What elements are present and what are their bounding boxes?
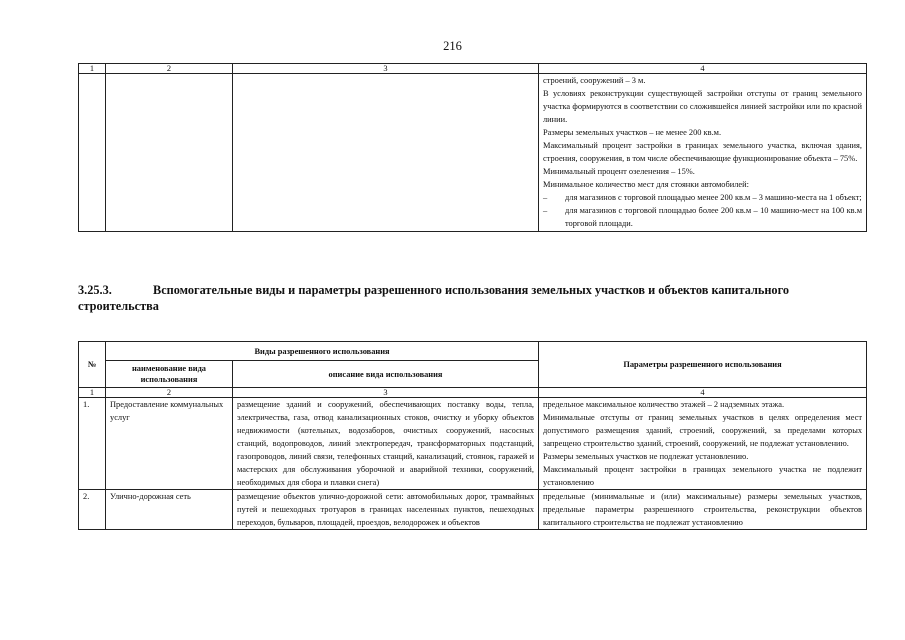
param-paragraph: Минимальные отступы от границ земельных участков в целях определения мест допустимого размещения зданий, строений, сооружений, за пределами которых запрещено строительство зданий, строений, сооружений, не подлежат установлению. (543, 413, 863, 448)
section-title: Вспомогательные виды и параметры разрешенного использования земельных участков и объектов капитального строительства (78, 283, 790, 313)
header-use-name: наименование вида использования (106, 361, 233, 388)
bullet-dash: – (543, 206, 548, 215)
param-paragraph: Минимальный процент озеленения – 15%. (543, 167, 695, 176)
table-row (79, 398, 867, 490)
param-paragraph: Минимальное количество мест для стоянки автомобилей: (543, 180, 749, 189)
use-parameters (539, 490, 867, 530)
param-paragraph: Максимальный процент застройки в границах земельного участка, включая здания, строения, сооружения, в том числе обеспечивающие функционирование объекта – 75%. (543, 141, 862, 163)
col-number: 3 (233, 64, 539, 74)
section-heading (78, 282, 866, 314)
param-paragraph: строений, сооружений – 3 м. (543, 76, 646, 85)
bullet-dash: – (543, 193, 548, 202)
row-number: 1. (79, 398, 106, 490)
header-use-description: описание вида использования (233, 361, 539, 388)
col-number: 4 (539, 388, 867, 398)
param-paragraph: Максимальный процент застройки в границах земельного участка не подлежит установлению (543, 465, 863, 487)
continuation-table (78, 63, 867, 232)
header-number: № (79, 342, 106, 388)
use-parameters (539, 398, 867, 490)
column-number-row (79, 388, 867, 398)
col-number: 2 (106, 388, 233, 398)
use-description: размещение зданий и сооружений, обеспечивающих поставку воды, тепла, электричества, газа, отвод канализационных стоков, очистку и уборку объектов недвижимости (котельных, водозаборов, очистных сооружений, насосных станций, водопроводов, линий электропередач, трансформаторных подстанций, газопроводов, линий связи, телефонных станций, канализаций, стоянок, гаражей и мастерских для обслуживания уборочной и аварийной техники, сооружений, необходимых для сбора и плавки снега) (233, 398, 539, 490)
empty-cell (79, 74, 106, 232)
param-paragraph: предельное максимальное количество этажей – 2 надземных этажа. (543, 400, 785, 409)
col-number: 3 (233, 388, 539, 398)
bullet-text: для магазинов с торговой площадью более 200 кв.м – 10 машино-мест на 100 кв.м торговой площади. (565, 206, 862, 228)
bullet-text: для магазинов с торговой площадью менее 200 кв.м – 3 машино-места на 1 объект; (565, 193, 862, 202)
bullet-item (543, 204, 862, 230)
continuation-row (79, 74, 867, 232)
param-paragraph: Размеры земельных участков – не менее 200 кв.м. (543, 128, 722, 137)
empty-cell (233, 74, 539, 232)
row-number: 2. (79, 490, 106, 530)
page-number: 216 (443, 39, 462, 53)
header-use-types: Виды разрешенного использования (106, 342, 539, 361)
col-number: 1 (79, 64, 106, 74)
col-number: 2 (106, 64, 233, 74)
bullet-item (543, 191, 862, 204)
auxiliary-uses-table (78, 341, 867, 530)
param-paragraph: В условиях реконструкции существующей застройки отступы от границ земельного участка формируются в соответствии со сложившейся линией застройки или по красной линии. (543, 89, 862, 124)
use-description: размещение объектов улично-дорожной сети: автомобильных дорог, трамвайных путей и пешеходных тротуаров в границах населенных пунктов, пешеходных переходов, бульваров, площадей, проездов, велодорожек и объектов (233, 490, 539, 530)
section-number: 3.25.3. (78, 283, 112, 297)
param-paragraph: предельные (минимальные и (или) максимальные) размеры земельных участков, предельные параметры разрешенного строительства, реконструкции объектов капитального строительства не подлежат установлению (543, 492, 863, 527)
header-row (79, 342, 867, 361)
empty-cell (106, 74, 233, 232)
parameters-cell (539, 74, 867, 232)
param-paragraph: Размеры земельных участков не подлежат установлению. (543, 452, 749, 461)
col-number: 1 (79, 388, 106, 398)
use-name: Предоставление коммунальных услуг (106, 398, 233, 490)
column-number-row (79, 64, 867, 74)
use-name: Улично-дорожная сеть (106, 490, 233, 530)
table-row (79, 490, 867, 530)
col-number: 4 (539, 64, 867, 74)
header-parameters: Параметры разрешенного использования (539, 342, 867, 388)
